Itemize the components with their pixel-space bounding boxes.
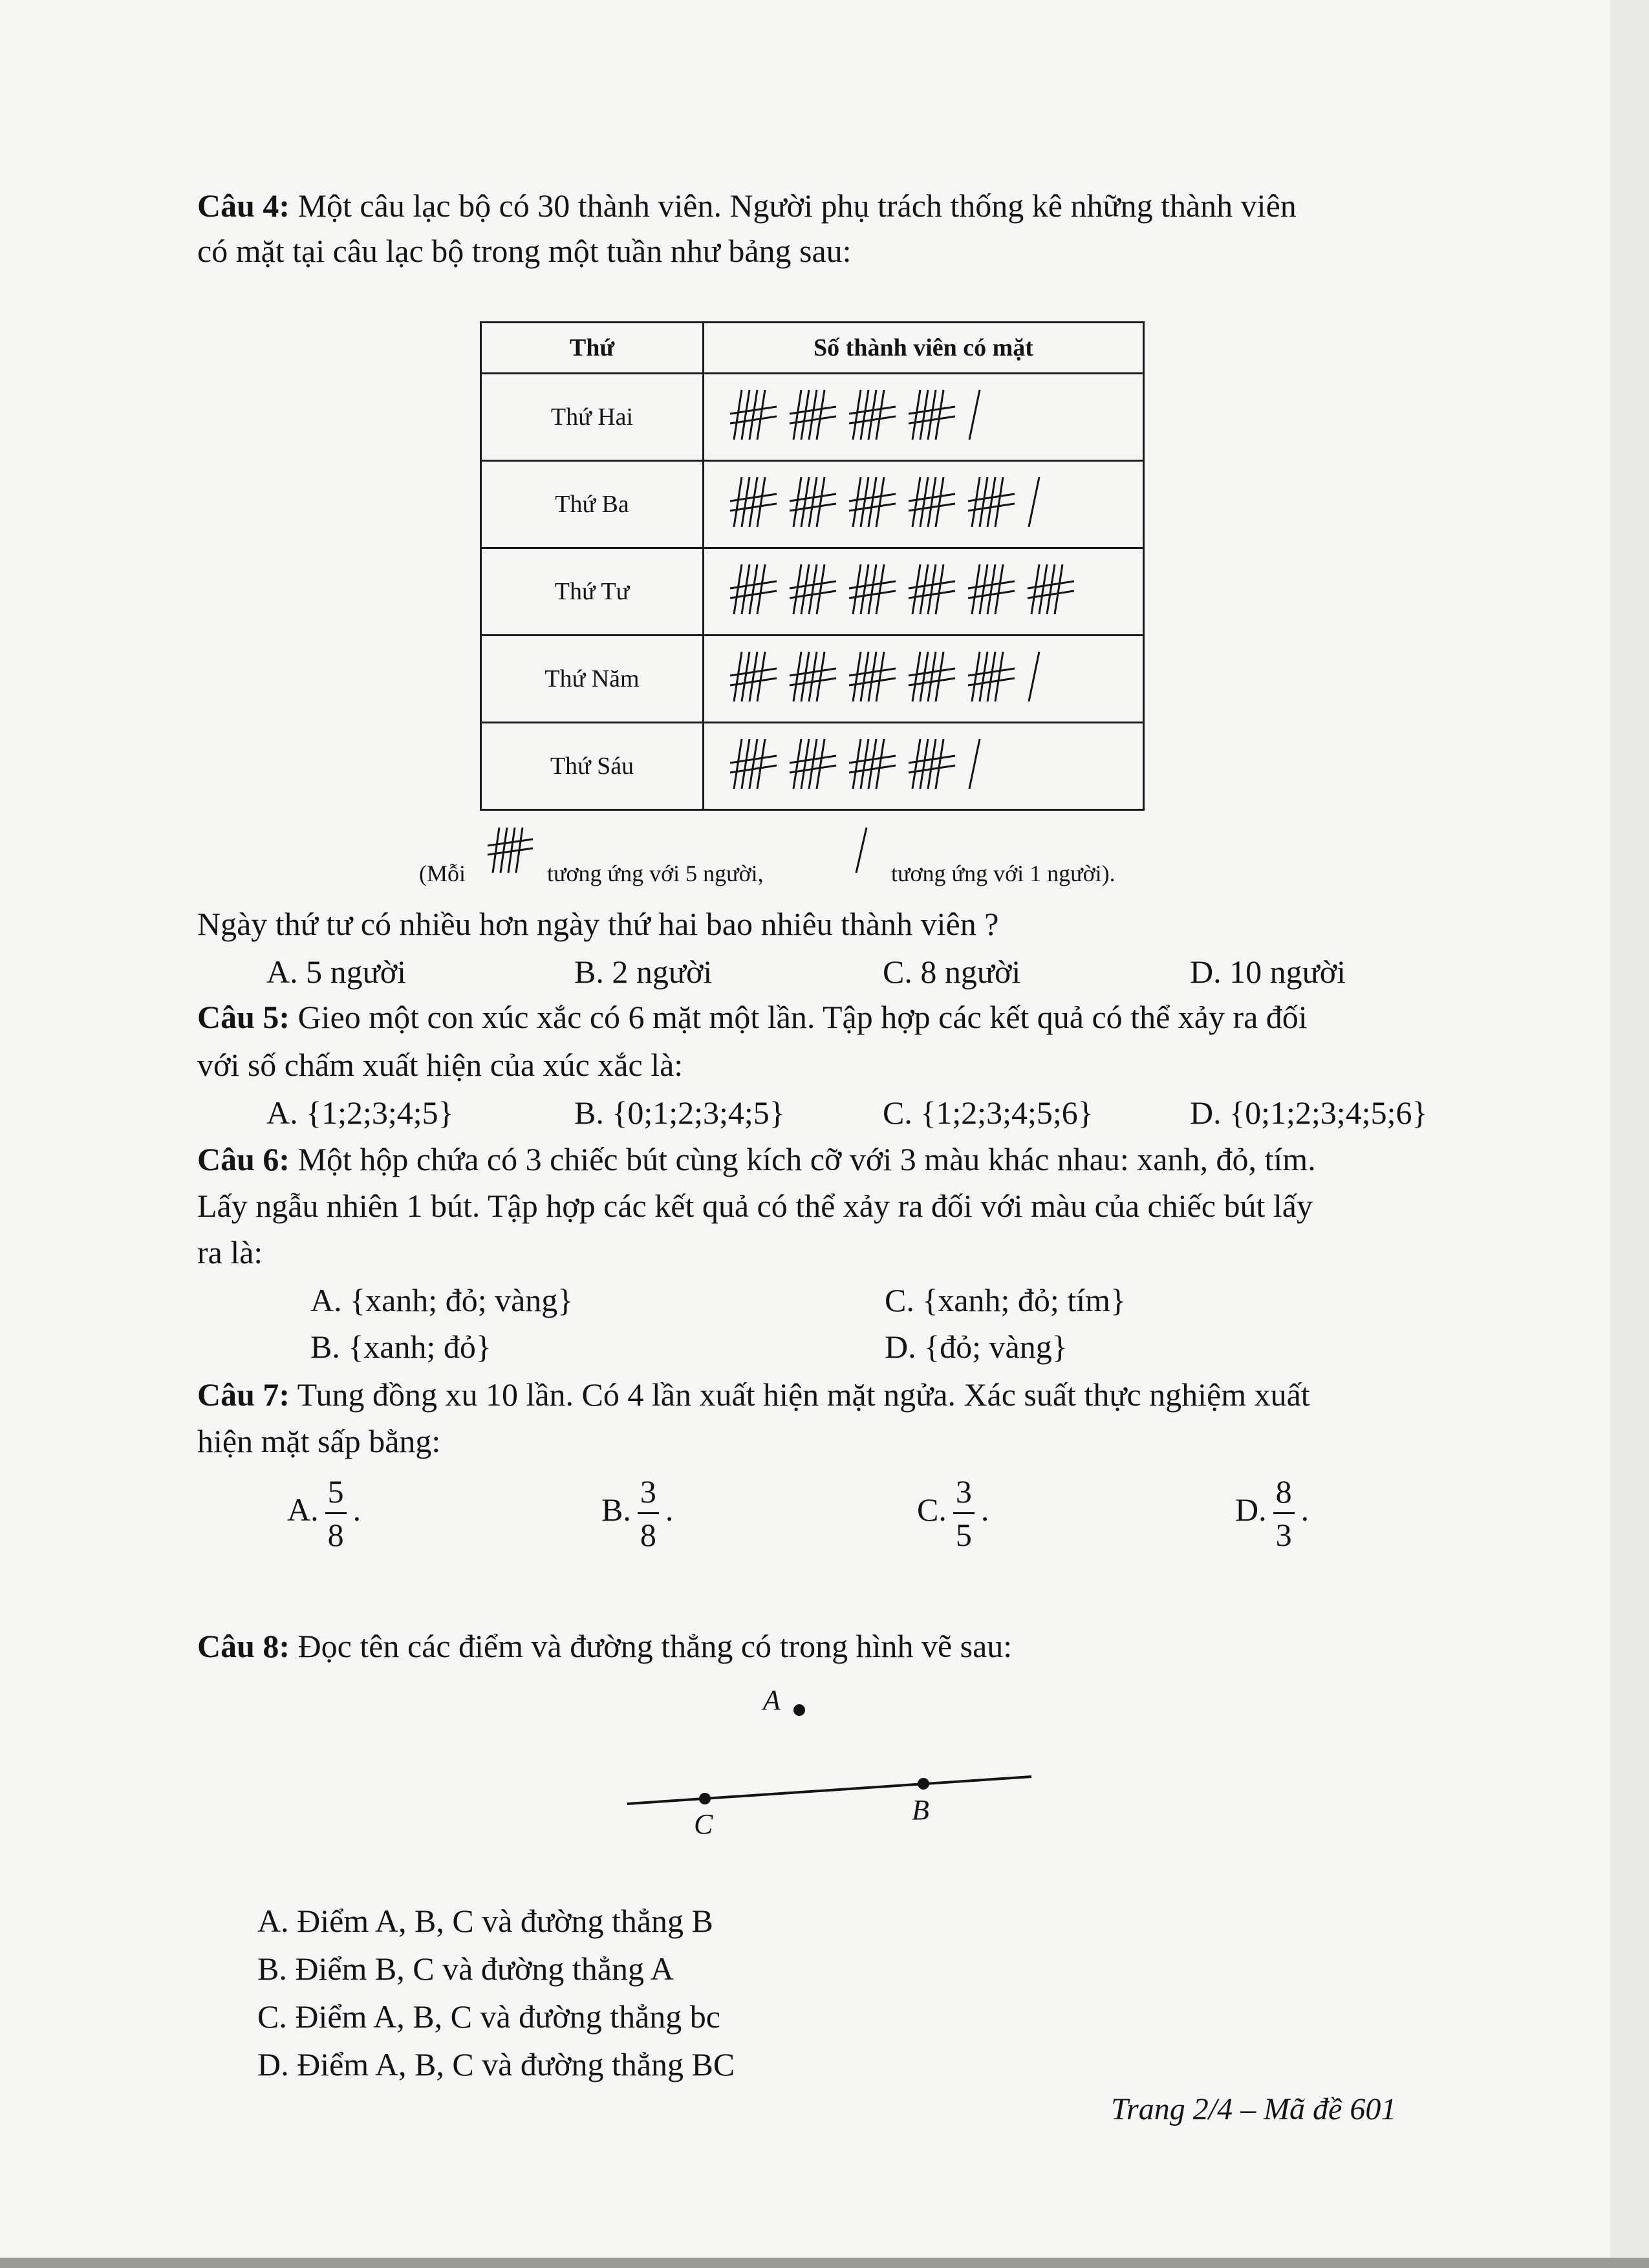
tally-five-group [1028,564,1074,614]
table-row [481,374,1144,461]
page-footer: Trang 2/4 – Mã đề 601 [1111,2092,1397,2126]
tally-stroke [995,564,1003,614]
line-figure [621,1681,1041,1849]
tally-one [969,739,980,789]
tally-five-group [968,652,1015,701]
q7-option-b: B. $\frac{3}{8}$ . [601,1471,673,1556]
q5-option-d: D. {0;1;2;3;4;5;6} [1190,1095,1428,1131]
tally-five-group [730,477,777,527]
tally-five-group [730,390,777,440]
tally-stroke [757,477,765,527]
q6-line1 [197,1136,1316,1182]
q7-option-d: D. $\frac{8}{3}$ . [1235,1471,1309,1556]
tally-stroke [809,564,817,614]
q6-label: Câu 6: [197,1141,290,1177]
tally-stroke [912,564,920,614]
tally-stroke [876,739,884,789]
tally-stroke [995,652,1003,701]
option-letter: C. [917,1491,947,1528]
tally-stroke [1031,564,1039,614]
tally-stroke [1047,564,1055,614]
tally-one [1029,477,1039,527]
table-row [481,461,1144,548]
tally-stroke [817,652,824,701]
table-header-row [481,323,1144,374]
tally-stroke [853,477,861,527]
point-b [918,1778,929,1790]
tally-stroke [749,390,757,440]
q4-question: Ngày thứ tư có nhiều hơn ngày thứ hai bao nhiêu thành viên ? [197,906,999,942]
tally-five-group [909,652,955,701]
tally-stroke [757,564,765,614]
tally-stroke [757,390,765,440]
tally-stroke [987,477,995,527]
q6-option-d: D. {đỏ; vàng} [885,1329,1068,1365]
q5-label: Câu 5: [197,999,290,1035]
tally-stroke [928,739,936,789]
tally-stroke [861,652,868,701]
q7-option-c: C. $\frac{3}{5}$ . [917,1471,989,1556]
tally-stroke [1039,564,1047,614]
tally-stroke [801,564,809,614]
tally-stroke [861,390,868,440]
tally-stroke [742,477,749,527]
q7-line1 [197,1371,1310,1418]
tally-five-group [849,564,896,614]
q4-text-2: có mặt tại câu lạc bộ trong một tuần như bảng sau: [197,233,852,269]
q4-option-d: D. 10 người [1190,954,1346,990]
tally-stroke [987,652,995,701]
tally-stroke [868,390,876,440]
tally-stroke [853,739,861,789]
tally-five-group [790,390,836,440]
tally-stroke [936,477,943,527]
tally-stroke [757,739,765,789]
tally-stroke [817,390,824,440]
tally-stroke [868,564,876,614]
tally-five-group [909,390,955,440]
tally-stroke [920,652,928,701]
tally-five-group [790,739,836,789]
option-letter: B. [601,1491,631,1528]
tally-stroke [920,477,928,527]
tally-stroke [749,477,757,527]
tally-stroke [734,739,742,789]
denominator: 8 [327,1517,344,1553]
day-cell: Thứ Năm [481,636,704,723]
tally-five-group [790,564,836,614]
q8-label: Câu 8: [197,1628,290,1664]
point-b-label: B [912,1794,929,1826]
tally-stroke [980,477,987,527]
tally-five-group [849,390,896,440]
tally-stroke [757,652,765,701]
header-count: Số thành viên có mặt [704,323,1144,374]
tally-stroke [936,739,943,789]
tally-stroke [920,739,928,789]
page-bottom-edge [0,2258,1649,2268]
q7-label: Câu 7: [197,1376,290,1413]
tally-stroke [928,564,936,614]
tally-stroke [912,739,920,789]
q8-option-d: D. Điểm A, B, C và đường thẳng BC [257,2046,735,2082]
tally-stroke [793,477,801,527]
tally-stroke [1055,564,1062,614]
tally-stroke [928,652,936,701]
tally-stroke [928,390,936,440]
numerator: 8 [1273,1471,1295,1514]
tally-stroke [817,739,824,789]
q6-text-3: ra là: [197,1234,263,1270]
tally-stroke [793,739,801,789]
tally-marks [724,553,1112,624]
tally-stroke [749,739,757,789]
day-cell: Thứ Hai [481,374,704,461]
tally-five-group [730,564,777,614]
day-cell: Thứ Ba [481,461,704,548]
tally-stroke [987,564,995,614]
denominator: 5 [955,1517,972,1553]
tally-stroke [734,477,742,527]
q7-text-2: hiện mặt sấp bằng: [197,1423,441,1459]
tally-stroke [876,564,884,614]
tally-stroke [809,652,817,701]
tally-stroke [920,390,928,440]
q5-text-1: Gieo một con xúc xắc có 6 mặt một lần. Tập hợp các kết quả có thể xảy ra đối [290,999,1308,1035]
tally-stroke [936,390,943,440]
tally-one [1029,652,1039,701]
tally-cell [704,548,1144,636]
point-c [699,1793,711,1804]
tally-stroke [809,390,817,440]
tally-one-legend-icon [848,821,874,879]
q5-option-a: A. {1;2;3;4;5} [266,1095,454,1131]
tally-stroke [801,390,809,440]
tally-stroke [742,739,749,789]
tally-stroke [912,652,920,701]
tally-stroke [809,477,817,527]
tally-five-group [730,739,777,789]
tally-five-group [909,739,955,789]
denominator: 8 [640,1517,656,1553]
q4-text-1: Một câu lạc bộ có 30 thành viên. Người phụ trách thống kê những thành viên [290,187,1297,224]
tally-stroke [793,390,801,440]
tally-stroke [734,390,742,440]
tally-cell [704,461,1144,548]
tally-stroke [972,477,980,527]
tally-stroke [861,739,868,789]
q5-line1 [197,994,1308,1040]
tally-cell [704,374,1144,461]
tally-marks [724,727,1112,798]
tally-five-group [909,477,955,527]
q8-option-a: A. Điểm A, B, C và đường thẳng B [257,1903,713,1939]
tally-stroke [928,477,936,527]
tally-cell [704,636,1144,723]
table-row [481,723,1144,810]
fraction [953,1471,975,1556]
line-bc [627,1777,1031,1804]
tally-five-group [968,477,1015,527]
tally-five-group [849,652,896,701]
tally-five-group [968,564,1015,614]
tally-stroke [853,390,861,440]
tally-stroke [920,564,928,614]
legend-prefix: (Mỗi [419,861,466,886]
point-a [793,1704,805,1716]
tally-stroke [876,652,884,701]
tally-stroke [742,390,749,440]
tally-stroke [742,652,749,701]
tally-stroke [734,564,742,614]
tally-stroke [749,564,757,614]
fraction [325,1471,347,1556]
tally-stroke [742,564,749,614]
page-edge [1610,0,1649,2268]
tally-stroke [912,390,920,440]
legend-mid: tương ứng với 5 người, [547,861,764,886]
q4-option-a: A. 5 người [266,954,407,990]
tally-stroke [853,564,861,614]
tally-marks [724,465,1112,537]
tally-cell [704,723,1144,810]
tally-five-group [730,652,777,701]
tally-stroke [817,564,824,614]
fraction [638,1471,659,1556]
tally-stroke [972,564,980,614]
tally-stroke [995,477,1003,527]
day-cell: Thứ Sáu [481,723,704,810]
legend-end: tương ứng với 1 người). [891,861,1116,886]
tally-stroke [817,477,824,527]
tally-stroke [876,477,884,527]
tally-stroke [972,652,980,701]
tally-stroke [809,739,817,789]
point-c-label: C [694,1808,713,1840]
table-row [481,636,1144,723]
tally-stroke [936,652,943,701]
numerator: 3 [953,1471,975,1514]
tally-stroke [912,477,920,527]
point-a-label: A [763,1684,781,1716]
tally-five-group [849,739,896,789]
q4-label: Câu 4: [197,187,290,224]
tally-stroke [749,652,757,701]
tally-stroke [980,564,987,614]
q6-option-b: B. {xanh; đỏ} [310,1329,491,1365]
tally-stroke [868,652,876,701]
tally-five-group [790,652,836,701]
tally-stroke [801,652,809,701]
q8-option-c: C. Điểm A, B, C và đường thẳng bc [257,1998,720,2035]
tally-five-group [790,477,836,527]
option-letter: D. [1235,1491,1267,1528]
tally-stroke [801,739,809,789]
q7-option-a: A. $\frac{5}{8}$ . [287,1471,361,1556]
q5-option-b: B. {0;1;2;3;4;5} [574,1095,785,1131]
tally-stroke [980,652,987,701]
tally-one [969,390,980,440]
q5-option-c: C. {1;2;3;4;5;6} [883,1095,1094,1131]
tally-stroke [868,477,876,527]
day-cell: Thứ Tư [481,548,704,636]
q8-line [197,1623,1012,1669]
tally-five-group [849,477,896,527]
tally-marks [724,640,1112,711]
numerator: 3 [638,1471,659,1514]
q6-option-a: A. {xanh; đỏ; vàng} [310,1282,574,1318]
q6-text-2: Lấy ngẫu nhiên 1 bút. Tập hợp các kết quả có thể xảy ra đối với màu của chiếc bút lấy [197,1188,1313,1224]
denominator: 3 [1275,1517,1292,1553]
tally-stroke [853,652,861,701]
tally-marks [724,378,1112,449]
q7-text-1: Tung đồng xu 10 lần. Có 4 lần xuất hiện mặt ngửa. Xác suất thực nghiệm xuất [290,1376,1310,1413]
tally-stroke [868,739,876,789]
q6-text-1: Một hộp chứa có 3 chiếc bút cùng kích cỡ với 3 màu khác nhau: xanh, đỏ, tím. [290,1141,1316,1177]
header-day: Thứ [481,323,704,374]
attendance-table [480,321,1145,811]
tally-five-group [909,564,955,614]
q8-text: Đọc tên các điểm và đường thẳng có trong hình vẽ sau: [290,1628,1013,1664]
q4-option-b: B. 2 người [574,954,713,990]
tally-stroke [801,477,809,527]
tally-stroke [936,564,943,614]
tally-five-legend-icon [488,821,539,879]
option-letter: A. [287,1491,319,1528]
tally-stroke [793,564,801,614]
tally-stroke [793,652,801,701]
tally-stroke [876,390,884,440]
q6-option-c: C. {xanh; đỏ; tím} [885,1282,1126,1318]
tally-stroke [861,477,868,527]
tally-stroke [734,652,742,701]
numerator: 5 [325,1471,347,1514]
q8-option-b: B. Điểm B, C và đường thẳng A [257,1951,674,1987]
q4-line1 [197,182,1297,229]
table-row [481,548,1144,636]
fraction [1273,1471,1295,1556]
tally-stroke [861,564,868,614]
q5-text-2: với số chấm xuất hiện của xúc xắc là: [197,1047,684,1083]
q4-option-c: C. 8 người [883,954,1021,990]
